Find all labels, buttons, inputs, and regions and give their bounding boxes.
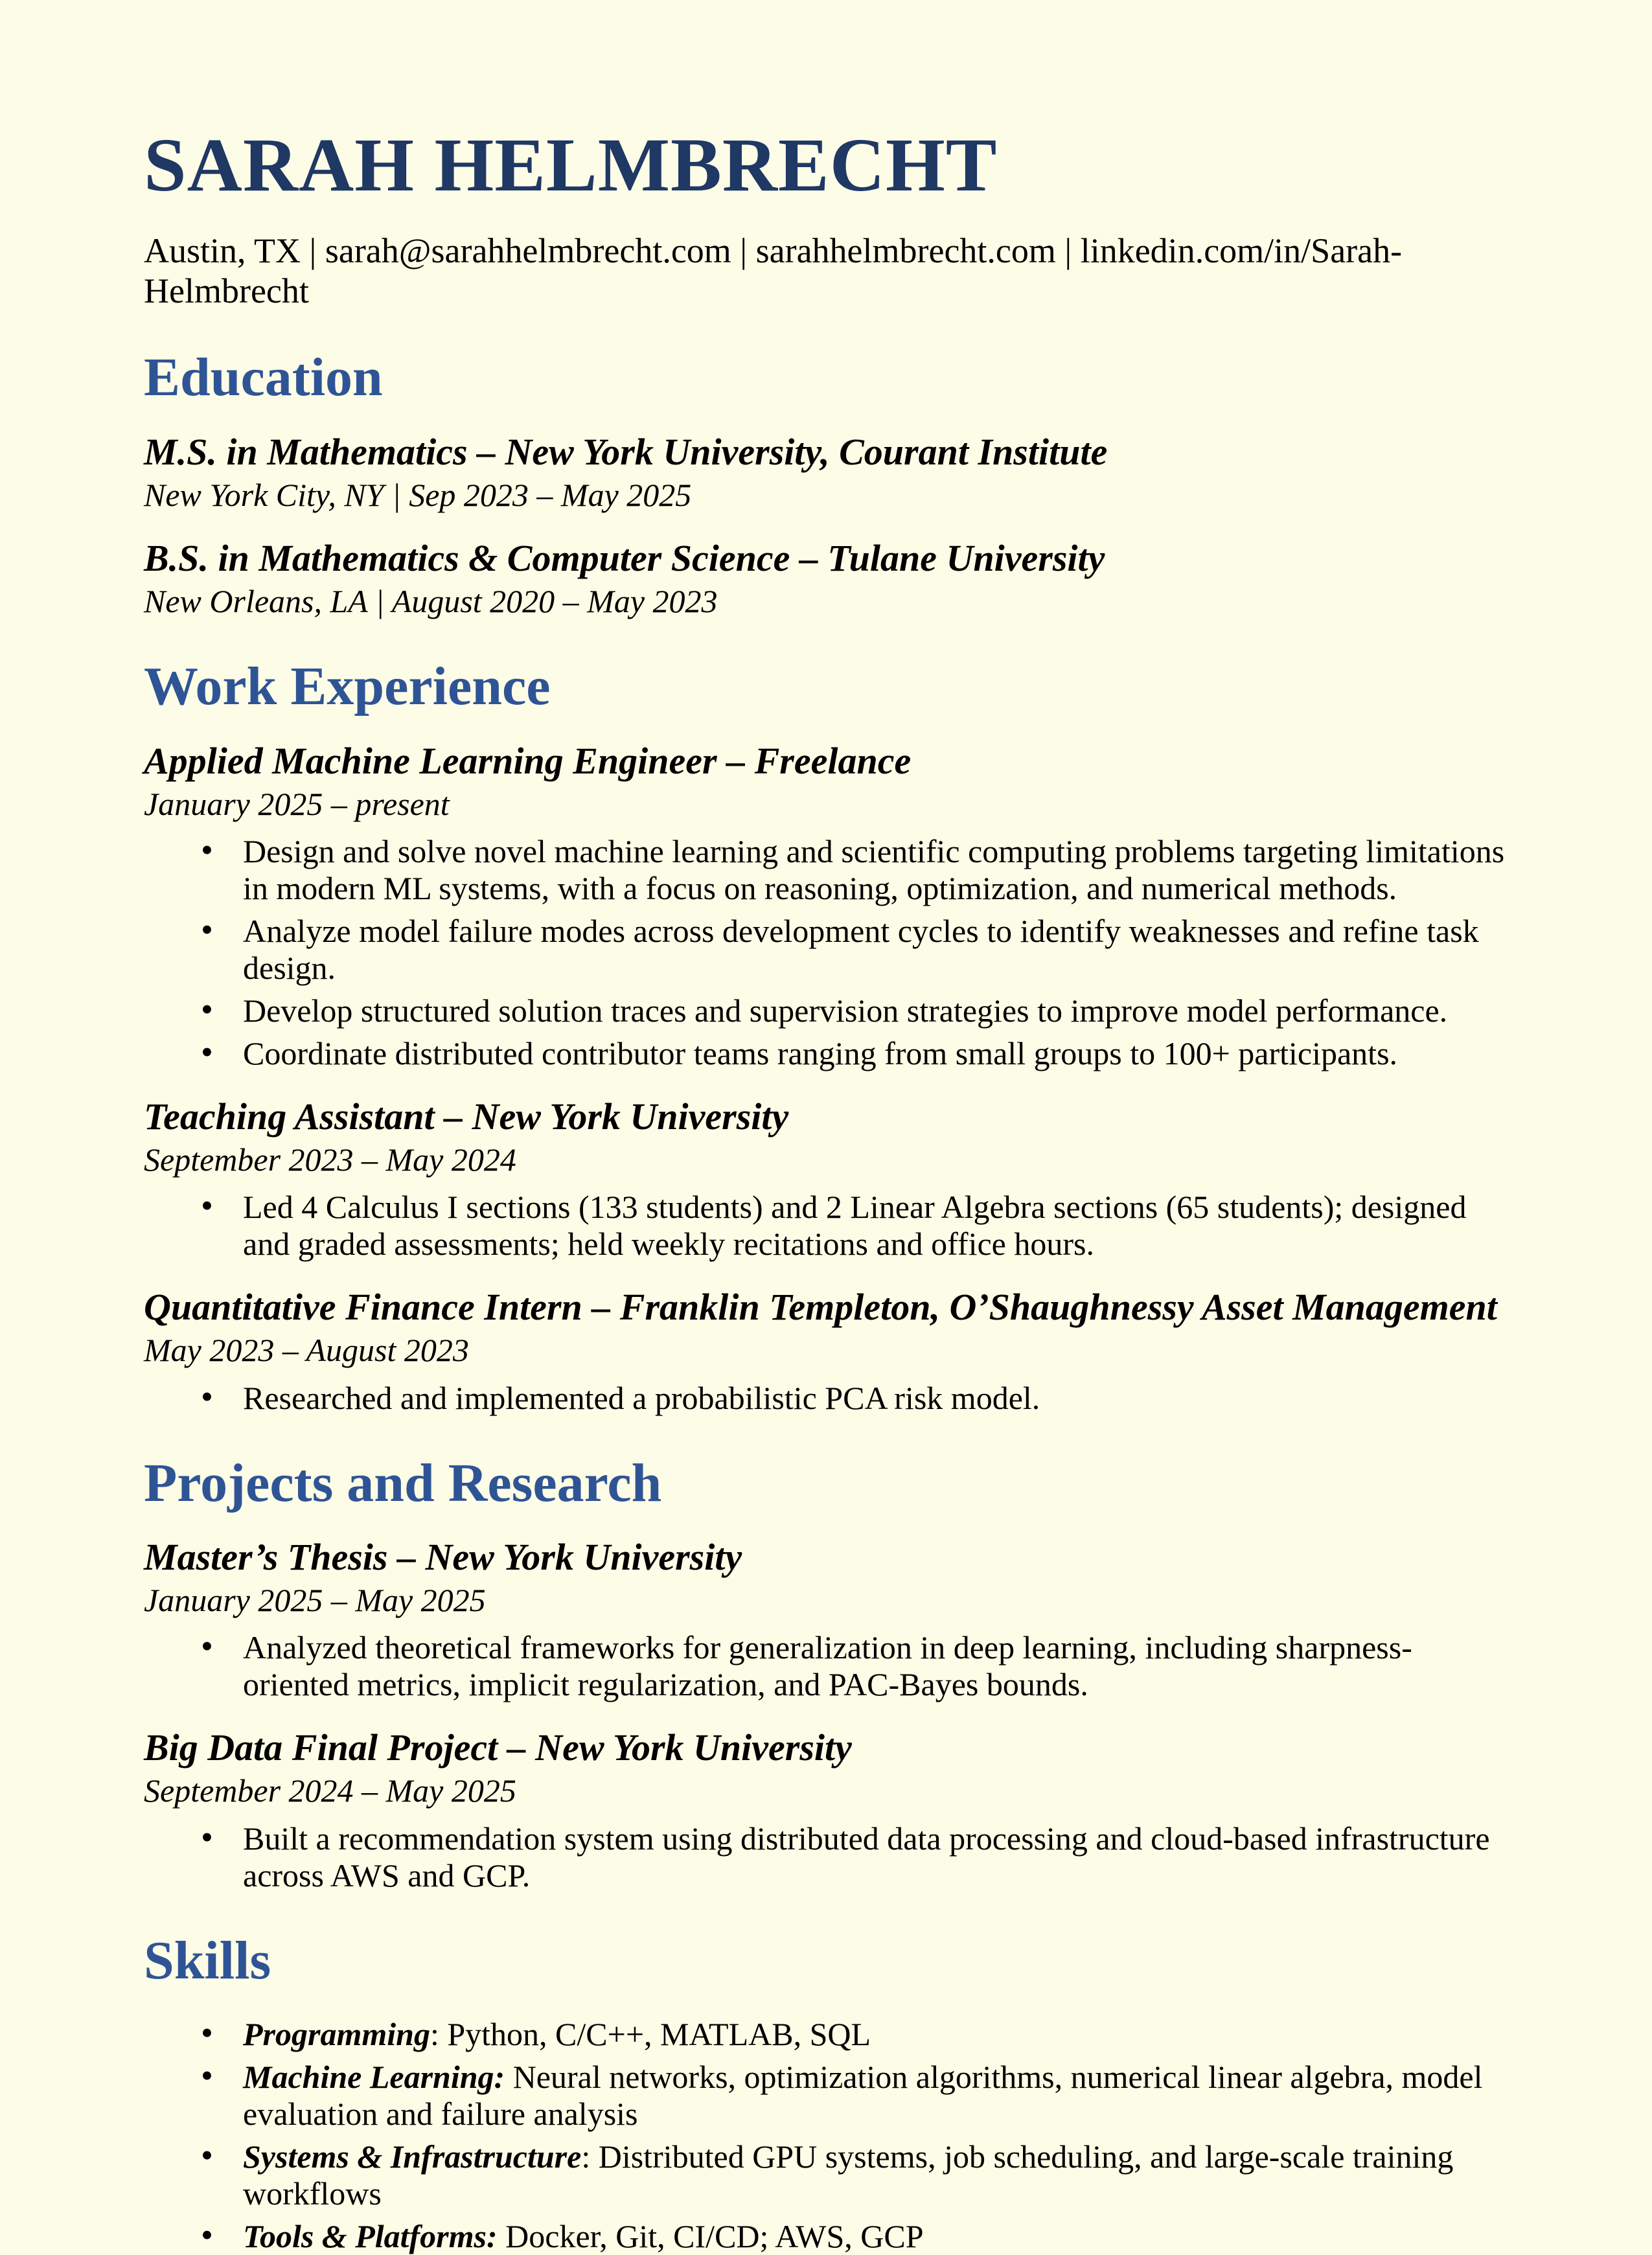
skill-category-values: : Distributed GPU systems, job scheduling, and large-scale training workflows xyxy=(243,2138,1454,2212)
section-work-experience xyxy=(144,658,1508,1416)
section-heading-education: Education xyxy=(144,347,383,408)
job-dates: May 2023 – August 2023 xyxy=(144,1332,469,1369)
skill-item xyxy=(144,2016,1508,2053)
project-entry xyxy=(144,1536,1508,1703)
skill-category-label: Machine Learning: xyxy=(243,2059,505,2096)
skill-category-label: Tools & Platforms: xyxy=(243,2218,498,2255)
skill-item xyxy=(144,2218,1508,2255)
job-bullet: • Led 4 Calculus I sections (133 students) and 2 Linear Algebra sections (65 students); designed and graded assessments; held weekly recitations and office hours. xyxy=(144,1189,1508,1263)
job-bullet: • Develop structured solution traces and supervision strategies to improve model performance. xyxy=(144,992,1508,1029)
degree-title: B.S. in Mathematics & Computer Science – Tulane University xyxy=(144,537,1105,580)
degree-meta: New York City, NY | Sep 2023 – May 2025 xyxy=(144,476,692,513)
job-title: Teaching Assistant – New York University xyxy=(144,1095,789,1138)
skill-category-values: Neural networks, optimization algorithms, numerical linear algebra, model evaluation and failure analysis xyxy=(243,2059,1483,2133)
skill-item xyxy=(144,2059,1508,2133)
skill-category-label: Programming xyxy=(243,2016,430,2053)
degree-meta: New Orleans, LA | August 2020 – May 2023 xyxy=(144,582,718,619)
project-dates: September 2024 – May 2025 xyxy=(144,1772,516,1809)
section-heading-projects-research: Projects and Research xyxy=(144,1452,662,1513)
project-bullet: • Built a recommendation system using distributed data processing and cloud-based infrastructure across AWS and GCP. xyxy=(144,1820,1508,1894)
degree-title: M.S. in Mathematics – New York University, Courant Institute xyxy=(144,430,1108,473)
job-bullet: • Design and solve novel machine learning and scientific computing problems targeting limitations in modern ML systems, with a focus on reasoning, optimization, and numerical methods. xyxy=(144,833,1508,907)
skills-list xyxy=(144,2016,1508,2255)
resume-header xyxy=(144,122,1508,311)
job-bullet: • Researched and implemented a probabilistic PCA risk model. xyxy=(144,1380,1508,1417)
section-education xyxy=(144,349,1508,620)
project-bullet: • Analyzed theoretical frameworks for generalization in deep learning, including sharpness-oriented metrics, implicit regularization, and PAC-Bayes bounds. xyxy=(144,1629,1508,1703)
job-bullet: • Analyze model failure modes across development cycles to identify weaknesses and refine task design. xyxy=(144,913,1508,987)
project-dates: January 2025 – May 2025 xyxy=(144,1581,486,1618)
job-bullet-list xyxy=(144,1189,1508,1263)
education-entry xyxy=(144,431,1508,514)
education-entry xyxy=(144,537,1508,620)
skill-item xyxy=(144,2138,1508,2212)
job-title: Applied Machine Learning Engineer – Freelance xyxy=(144,740,912,782)
project-entry xyxy=(144,1726,1508,1894)
candidate-name: SARAH HELMBRECHT xyxy=(144,122,998,207)
skill-category-values: : Python, C/C++, MATLAB, SQL xyxy=(430,2016,871,2053)
job-dates: January 2025 – present xyxy=(144,785,450,822)
section-projects-research xyxy=(144,1454,1508,1894)
contact-line: Austin, TX | sarah@sarahhelmbrecht.com | sarahhelmbrecht.com | linkedin.com/in/Sarah-Helmbrecht xyxy=(144,231,1403,311)
job-entry xyxy=(144,740,1508,1072)
section-heading-work-experience: Work Experience xyxy=(144,656,551,717)
job-entry xyxy=(144,1095,1508,1263)
job-bullet: • Coordinate distributed contributor teams ranging from small groups to 100+ participants. xyxy=(144,1035,1508,1072)
project-title: Master’s Thesis – New York University xyxy=(144,1536,742,1579)
project-bullet-list xyxy=(144,1629,1508,1703)
job-dates: September 2023 – May 2024 xyxy=(144,1141,516,1178)
skill-category-values: Docker, Git, CI/CD; AWS, GCP xyxy=(497,2218,924,2255)
project-title: Big Data Final Project – New York University xyxy=(144,1726,852,1769)
section-skills xyxy=(144,1932,1508,2255)
job-entry xyxy=(144,1286,1508,1416)
section-heading-skills: Skills xyxy=(144,1930,271,1991)
skill-category-label: Systems & Infrastructure xyxy=(243,2138,582,2175)
project-bullet-list xyxy=(144,1820,1508,1894)
job-bullet-list xyxy=(144,1380,1508,1417)
job-title: Quantitative Finance Intern – Franklin Templeton, O’Shaughnessy Asset Management xyxy=(144,1286,1497,1329)
job-bullet-list xyxy=(144,833,1508,1072)
